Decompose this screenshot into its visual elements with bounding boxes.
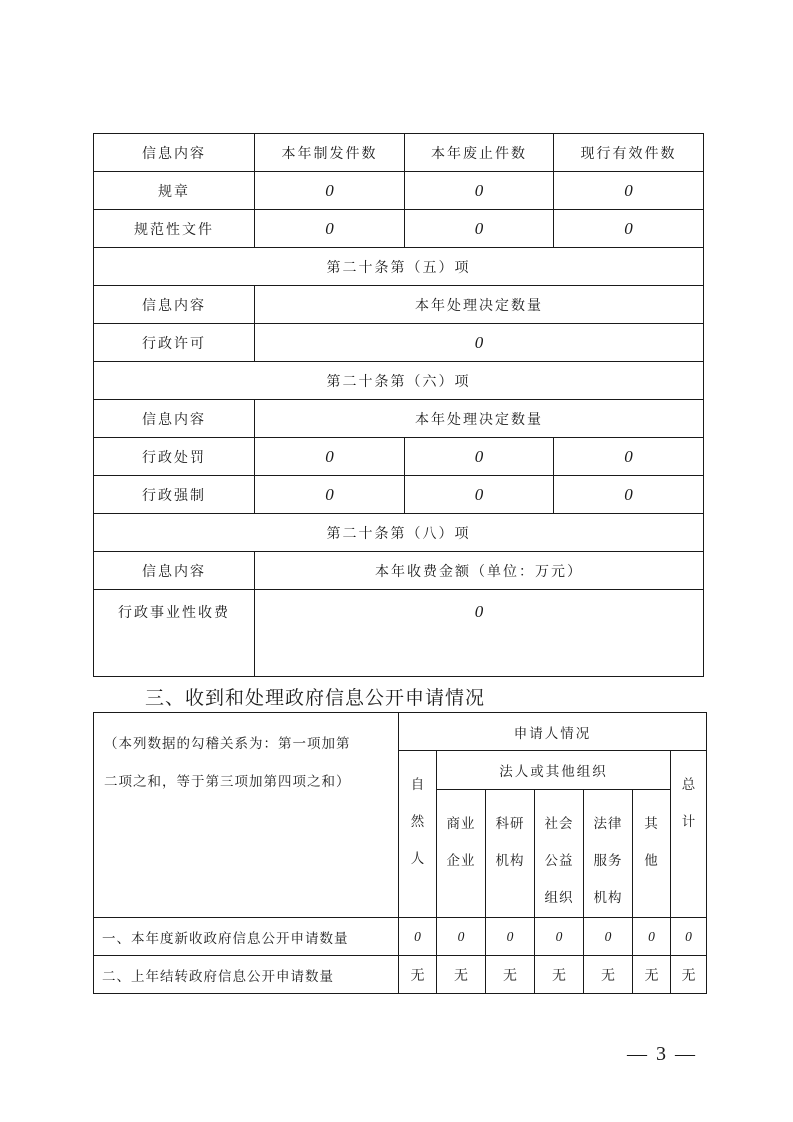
section-title-item-8: 第二十条第（八）项 bbox=[94, 514, 704, 552]
row-label-rules: 规章 bbox=[94, 172, 255, 210]
section-row bbox=[94, 514, 704, 552]
table-row bbox=[94, 172, 704, 210]
section-title-item-5: 第二十条第（五）项 bbox=[94, 248, 704, 286]
section-title-item-6: 第二十条第（六）项 bbox=[94, 362, 704, 400]
penalty-value-1: 0 bbox=[255, 438, 405, 476]
table-header-row bbox=[94, 286, 704, 324]
row-label-administrative-fees: 行政事业性收费 bbox=[94, 590, 255, 677]
header-decisions-count: 本年处理决定数量 bbox=[255, 400, 704, 438]
row-label-new-requests: 一、本年度新收政府信息公开申请数量 bbox=[94, 918, 399, 956]
new-requests-total: 0 bbox=[671, 918, 707, 956]
table-header-row bbox=[94, 400, 704, 438]
normative-valid-value: 0 bbox=[554, 210, 704, 248]
commercial-enterprise-header bbox=[437, 790, 486, 918]
header-fee-amount: 本年收费金额（单位：万元） bbox=[255, 552, 704, 590]
rules-issued-value: 0 bbox=[255, 172, 405, 210]
header-line: 组织 bbox=[544, 890, 574, 906]
table-row bbox=[94, 210, 704, 248]
carried-over-commercial: 无 bbox=[437, 956, 486, 994]
new-requests-other: 0 bbox=[633, 918, 671, 956]
section-row bbox=[94, 362, 704, 400]
page-number: — 3 — bbox=[627, 1043, 697, 1065]
other-org-header bbox=[633, 790, 671, 918]
reconciliation-note bbox=[94, 713, 399, 918]
enforcement-value-3: 0 bbox=[554, 476, 704, 514]
table-header-row bbox=[94, 134, 704, 172]
new-requests-legal-service: 0 bbox=[584, 918, 633, 956]
administrative-regulations-table bbox=[93, 133, 704, 677]
header-line: 企业 bbox=[446, 853, 476, 869]
row-label-administrative-license: 行政许可 bbox=[94, 324, 255, 362]
header-line: 社会 bbox=[544, 816, 574, 832]
new-requests-natural-person: 0 bbox=[399, 918, 437, 956]
fee-value: 0 bbox=[255, 590, 704, 677]
header-currently-valid: 现行有效件数 bbox=[554, 134, 704, 172]
new-requests-commercial: 0 bbox=[437, 918, 486, 956]
section-row bbox=[94, 248, 704, 286]
information-request-table bbox=[93, 712, 707, 994]
header-issued-this-year: 本年制发件数 bbox=[255, 134, 405, 172]
header-char: 计 bbox=[681, 814, 696, 830]
table-row bbox=[94, 956, 707, 994]
header-decisions-count: 本年处理决定数量 bbox=[255, 286, 704, 324]
header-info-content: 信息内容 bbox=[94, 552, 255, 590]
header-line: 他 bbox=[644, 853, 659, 869]
rules-valid-value: 0 bbox=[554, 172, 704, 210]
header-line: 机构 bbox=[593, 890, 623, 906]
row-label-administrative-enforcement: 行政强制 bbox=[94, 476, 255, 514]
header-char: 自 bbox=[410, 777, 425, 793]
carried-over-natural-person: 无 bbox=[399, 956, 437, 994]
carried-over-legal-service: 无 bbox=[584, 956, 633, 994]
public-welfare-org-header bbox=[535, 790, 584, 918]
penalty-value-3: 0 bbox=[554, 438, 704, 476]
header-char: 人 bbox=[410, 851, 425, 867]
license-value: 0 bbox=[255, 324, 704, 362]
carried-over-public-welfare: 无 bbox=[535, 956, 584, 994]
table-header-row bbox=[94, 552, 704, 590]
new-requests-public-welfare: 0 bbox=[535, 918, 584, 956]
legal-entity-header: 法人或其他组织 bbox=[437, 751, 671, 790]
row-label-administrative-penalty: 行政处罚 bbox=[94, 438, 255, 476]
table-row bbox=[94, 324, 704, 362]
header-line: 服务 bbox=[593, 853, 623, 869]
table-row bbox=[94, 438, 704, 476]
rules-abolished-value: 0 bbox=[405, 172, 554, 210]
header-abolished-this-year: 本年废止件数 bbox=[405, 134, 554, 172]
header-info-content: 信息内容 bbox=[94, 286, 255, 324]
section-heading: 三、收到和处理政府信息公开申请情况 bbox=[145, 687, 486, 709]
enforcement-value-2: 0 bbox=[405, 476, 554, 514]
applicant-header: 申请人情况 bbox=[399, 713, 707, 751]
research-institution-header bbox=[486, 790, 535, 918]
table-row bbox=[94, 590, 704, 677]
header-line: 机构 bbox=[495, 853, 525, 869]
natural-person-header bbox=[399, 751, 437, 918]
new-requests-research: 0 bbox=[486, 918, 535, 956]
header-info-content: 信息内容 bbox=[94, 134, 255, 172]
enforcement-value-1: 0 bbox=[255, 476, 405, 514]
row-label-carried-over-requests: 二、上年结转政府信息公开申请数量 bbox=[94, 956, 399, 994]
header-line: 商业 bbox=[446, 816, 476, 832]
table-row bbox=[94, 918, 707, 956]
header-char: 总 bbox=[681, 777, 696, 793]
header-info-content: 信息内容 bbox=[94, 400, 255, 438]
header-line: 法律 bbox=[593, 816, 623, 832]
normative-issued-value: 0 bbox=[255, 210, 405, 248]
header-line: 科研 bbox=[495, 816, 525, 832]
row-label-normative-documents: 规范性文件 bbox=[94, 210, 255, 248]
carried-over-research: 无 bbox=[486, 956, 535, 994]
header-line: 公益 bbox=[544, 853, 574, 869]
table-header-row bbox=[94, 713, 707, 751]
header-line: 其 bbox=[644, 816, 659, 832]
note-line: （本列数据的勾稽关系为：第一项加第 bbox=[104, 736, 351, 752]
total-header bbox=[671, 751, 707, 918]
note-line: 二项之和，等于第三项加第四项之和） bbox=[104, 774, 351, 790]
header-char: 然 bbox=[410, 814, 425, 830]
normative-abolished-value: 0 bbox=[405, 210, 554, 248]
carried-over-total: 无 bbox=[671, 956, 707, 994]
penalty-value-2: 0 bbox=[405, 438, 554, 476]
legal-service-header bbox=[584, 790, 633, 918]
table-row bbox=[94, 476, 704, 514]
carried-over-other: 无 bbox=[633, 956, 671, 994]
